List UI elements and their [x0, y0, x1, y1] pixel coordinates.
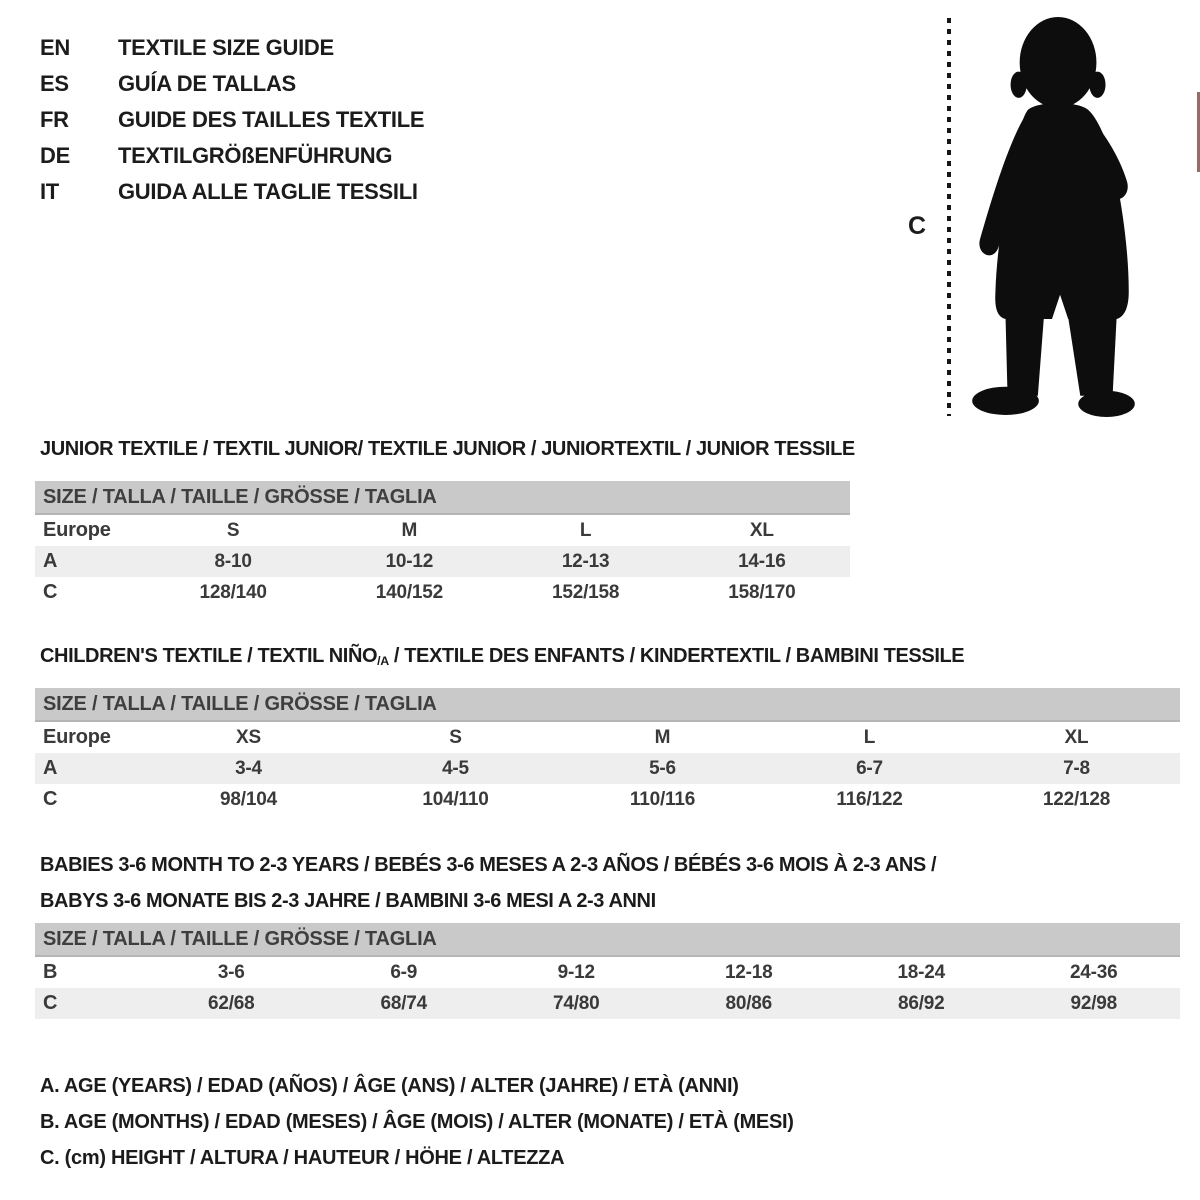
value-cell: 116/122 — [836, 788, 903, 810]
legend-line: B. AGE (MONTHS) / EDAD (MESES) / ÂGE (MOIS) / ALTER (MONATE) / ETÀ (MESI) — [40, 1111, 794, 1133]
value-cell: 74/80 — [552, 992, 600, 1014]
guide-title: TEXTILGRÖßENFÜHRUNG — [118, 143, 393, 168]
row-label-cell: B — [43, 961, 58, 983]
value-cell: 98/104 — [220, 788, 277, 810]
children-size-header-bar: SIZE / TALLA / TAILLE / GRÖSSE / TAGLIA — [35, 688, 1180, 722]
junior-section-title: JUNIOR TEXTILE / TEXTIL JUNIOR/ TEXTILE JUNIOR / JUNIORTEXTIL / JUNIOR TESSILE — [40, 438, 855, 460]
value-cell: 62/68 — [207, 992, 255, 1014]
value-cell: 6-9 — [390, 961, 418, 983]
junior-size-table — [35, 515, 850, 608]
value-cell: XL — [749, 519, 774, 541]
language-title-list — [40, 30, 424, 210]
babies-size-header-bar: SIZE / TALLA / TAILLE / GRÖSSE / TAGLIA — [35, 923, 1180, 957]
babies-section-title-line2: BABYS 3-6 MONATE BIS 2-3 JAHRE / BAMBINI 3-6 MESI A 2-3 ANNI — [40, 890, 656, 912]
language-code: FR — [40, 107, 69, 132]
value-cell: 8-10 — [214, 550, 252, 572]
table-row — [35, 515, 850, 546]
row-label-cell: C — [43, 992, 58, 1014]
language-code: IT — [40, 179, 59, 204]
height-dashed-line — [947, 18, 951, 416]
value-cell: 68/74 — [380, 992, 428, 1014]
row-label-cell: A — [43, 757, 58, 779]
row-label-cell: A — [43, 550, 58, 572]
language-code: ES — [40, 71, 69, 96]
value-cell: 3-4 — [235, 757, 262, 779]
language-row — [40, 66, 424, 102]
value-cell: 10-12 — [385, 550, 434, 572]
value-cell: M — [654, 726, 671, 748]
value-cell: 4-5 — [442, 757, 469, 779]
language-code: EN — [40, 35, 70, 60]
value-cell: 104/110 — [422, 788, 489, 810]
value-cell: L — [863, 726, 876, 748]
language-code: DE — [40, 143, 70, 168]
value-cell: 110/116 — [629, 788, 696, 810]
children-title-prefix: CHILDREN'S TEXTILE / TEXTIL NIÑO — [40, 645, 378, 667]
value-cell: 18-24 — [897, 961, 946, 983]
table-row — [35, 722, 1180, 753]
value-cell: 86/92 — [897, 992, 945, 1014]
value-cell: 9-12 — [557, 961, 595, 983]
children-title-subscript: /A — [377, 654, 389, 669]
value-cell: 24-36 — [1069, 961, 1118, 983]
babies-textile-section — [35, 847, 1180, 1019]
table-row — [35, 577, 850, 608]
value-cell: XL — [1064, 726, 1089, 748]
junior-size-header-bar: SIZE / TALLA / TAILLE / GRÖSSE / TAGLIA — [35, 481, 850, 515]
babies-size-table — [35, 957, 1180, 1019]
value-cell: S — [449, 726, 462, 748]
value-cell: XS — [236, 726, 261, 748]
value-cell: 128/140 — [199, 581, 267, 603]
children-textile-section — [35, 644, 1180, 815]
guide-title: TEXTILE SIZE GUIDE — [118, 35, 334, 60]
value-cell: 6-7 — [856, 757, 883, 779]
table-row — [35, 957, 1180, 988]
value-cell: 140/152 — [375, 581, 444, 603]
row-label-cell: C — [43, 788, 58, 810]
table-row — [35, 988, 1180, 1019]
value-cell: 152/158 — [551, 581, 620, 603]
value-cell: 80/86 — [725, 992, 773, 1014]
table-row — [35, 753, 1180, 784]
height-measure-label: C — [908, 212, 927, 240]
language-row — [40, 102, 424, 138]
value-cell: S — [226, 519, 240, 541]
toddler-silhouette-image — [966, 14, 1140, 418]
children-section-title — [40, 644, 1180, 668]
babies-section-title-line1: BABIES 3-6 MONTH TO 2-3 YEARS / BEBÉS 3-6 MESES A 2-3 AÑOS / BÉBÉS 3-6 MOIS À 2-3 ANS / — [40, 854, 937, 876]
value-cell: 7-8 — [1063, 757, 1090, 779]
legend-line: C. (cm) HEIGHT / ALTURA / HAUTEUR / HÖHE / ALTEZZA — [40, 1147, 565, 1169]
measurement-legend — [40, 1068, 794, 1176]
value-cell: 12-18 — [724, 961, 773, 983]
children-size-table — [35, 722, 1180, 815]
table-row — [35, 546, 850, 577]
value-cell: 14-16 — [738, 550, 786, 572]
row-label-cell: Europe — [43, 519, 111, 541]
guide-title: GUÍA DE TALLAS — [118, 71, 296, 96]
value-cell: L — [579, 519, 592, 541]
row-label-cell: C — [43, 581, 58, 603]
legend-line: A. AGE (YEARS) / EDAD (AÑOS) / ÂGE (ANS) / ALTER (JAHRE) / ETÀ (ANNI) — [40, 1075, 739, 1097]
value-cell: 122/128 — [1042, 788, 1111, 810]
value-cell: M — [401, 519, 418, 541]
guide-title: GUIDA ALLE TAGLIE TESSILI — [118, 179, 418, 204]
junior-textile-section — [35, 437, 855, 608]
language-row — [40, 174, 424, 210]
children-title-suffix: / TEXTILE DES ENFANTS / KINDERTEXTIL / BAMBINI TESSILE — [388, 645, 965, 667]
value-cell: 158/170 — [728, 581, 796, 603]
table-row — [35, 784, 1180, 815]
language-row — [40, 138, 424, 174]
language-row — [40, 30, 424, 66]
row-label-cell: Europe — [43, 726, 111, 748]
guide-title: GUIDE DES TAILLES TEXTILE — [118, 107, 425, 132]
value-cell: 12-13 — [561, 550, 610, 572]
value-cell: 3-6 — [217, 961, 245, 983]
value-cell: 5-6 — [649, 757, 676, 779]
value-cell: 92/98 — [1070, 992, 1118, 1014]
